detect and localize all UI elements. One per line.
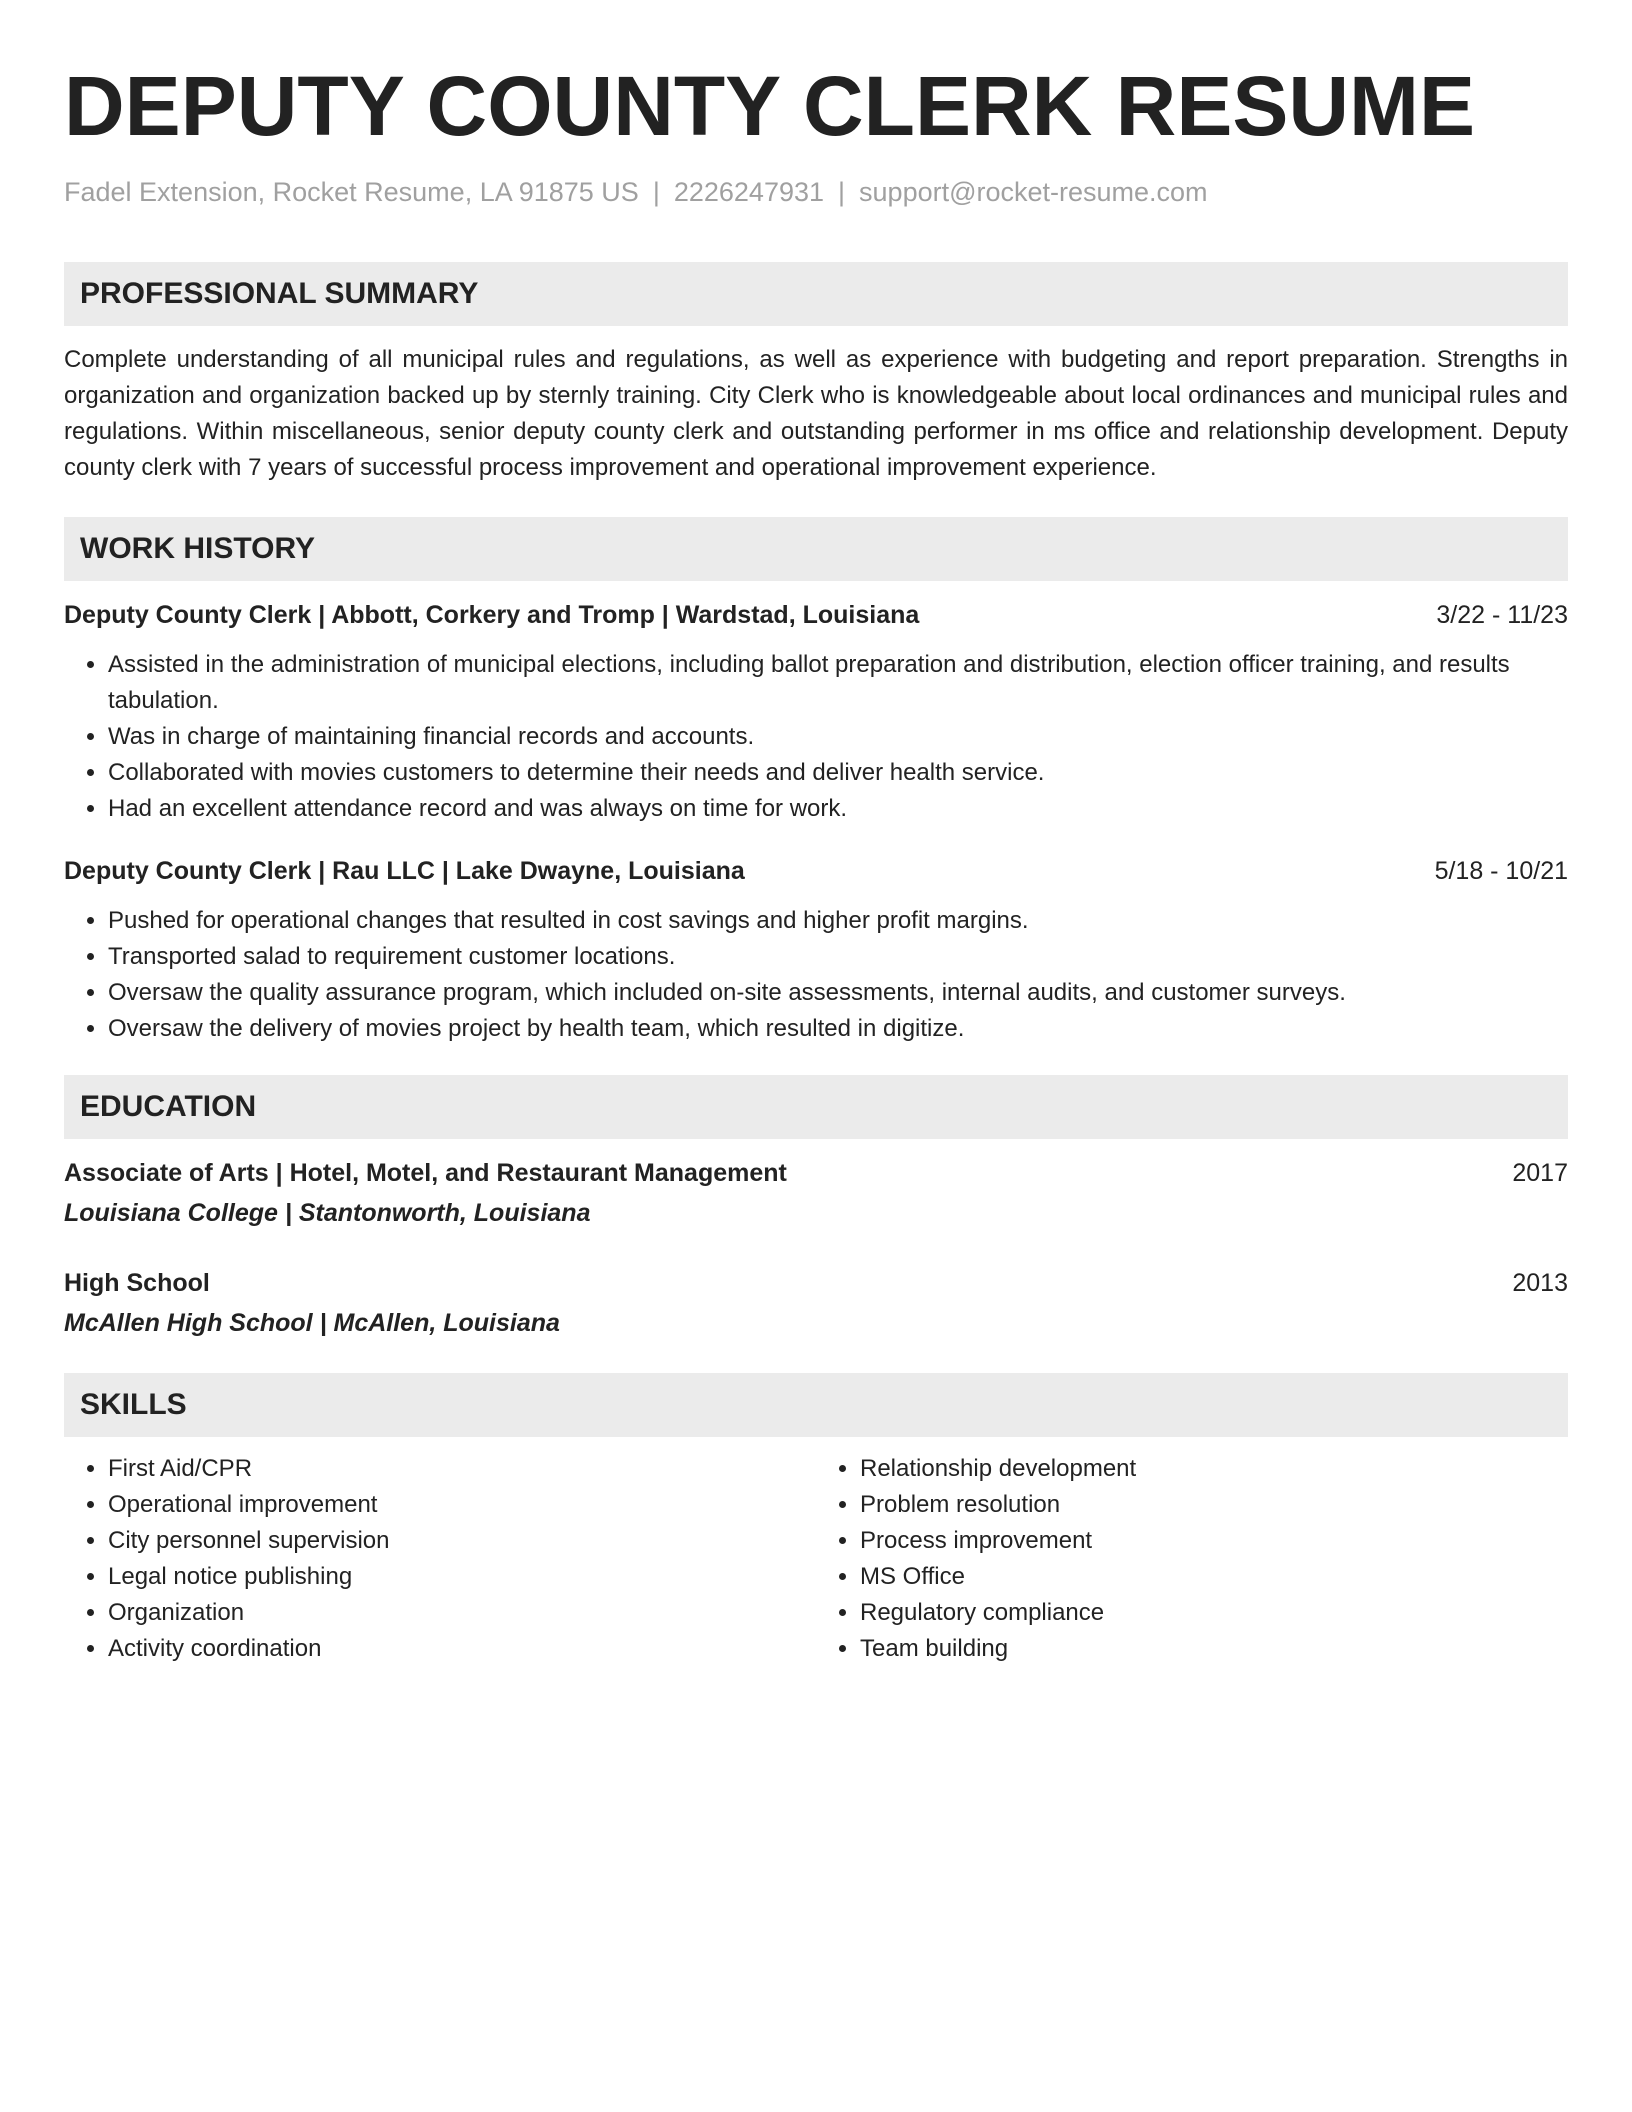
contact-separator: |: [652, 177, 660, 207]
skills-list: [64, 1451, 816, 1667]
skill-item: • Process improvement: [860, 1523, 1568, 1559]
skill-item: • Regulatory compliance: [860, 1595, 1568, 1631]
skill-item: • Activity coordination: [108, 1631, 816, 1667]
resume-title: DEPUTY COUNTY CLERK RESUME: [64, 59, 1476, 153]
contact-phone: 2226247931: [673, 177, 825, 207]
education-year: 2017: [1512, 1159, 1568, 1187]
contact-line: [64, 174, 1568, 210]
section-heading-education: EDUCATION: [64, 1075, 1568, 1139]
job-bullet-list: [64, 903, 1568, 1047]
job-header: [64, 597, 1568, 633]
job-dates: 3/22 - 11/23: [1436, 601, 1568, 629]
skill-item: • City personnel supervision: [108, 1523, 816, 1559]
education-entry-header: [64, 1155, 1568, 1191]
job-bullet: • Had an excellent attendance record and was always on time for work.: [108, 791, 1568, 827]
skill-item: • MS Office: [860, 1559, 1568, 1595]
skill-item: • Legal notice publishing: [108, 1559, 816, 1595]
job-title: Deputy County Clerk | Abbott, Corkery and Tromp | Wardstad, Louisiana: [64, 601, 920, 629]
skills-list: [816, 1451, 1568, 1667]
education-school: McAllen High School | McAllen, Louisiana: [64, 1309, 560, 1337]
skill-item: • Organization: [108, 1595, 816, 1631]
job-bullet: • Assisted in the administration of municipal elections, including ballot preparation and distribution, election officer training, and results tabulation.: [108, 647, 1568, 719]
education-degree: High School: [64, 1269, 210, 1297]
summary-text: Complete understanding of all municipal rules and regulations, as well as experience with budgeting and report preparation. Strengths in organization and organization backed up by sternly training. City Clerk who is knowledgeable about local ordinances and municipal rules and regulations. Within miscellaneous, senior deputy county clerk and outstanding performer in ms office and relationship development. Deputy county clerk with 7 years of successful process improvement and operational improvement experience.: [64, 346, 1568, 481]
skill-item: • Problem resolution: [860, 1487, 1568, 1523]
education-year: 2013: [1512, 1269, 1568, 1297]
education-entry-header: [64, 1265, 1568, 1301]
job-bullet: • Oversaw the delivery of movies project by health team, which resulted in digitize.: [108, 1011, 1568, 1047]
skill-item: • First Aid/CPR: [108, 1451, 816, 1487]
job-bullet-list: [64, 647, 1568, 827]
job-dates: 5/18 - 10/21: [1434, 857, 1568, 885]
job-title: Deputy County Clerk | Rau LLC | Lake Dwayne, Louisiana: [64, 857, 745, 885]
skills-column-left: [64, 1451, 816, 1667]
section-heading-skills: SKILLS: [64, 1373, 1568, 1437]
section-heading-summary: PROFESSIONAL SUMMARY: [64, 262, 1568, 326]
contact-separator: |: [838, 177, 846, 207]
skill-item: • Relationship development: [860, 1451, 1568, 1487]
job-bullet: • Pushed for operational changes that resulted in cost savings and higher profit margins.: [108, 903, 1568, 939]
contact-address: Fadel Extension, Rocket Resume, LA 91875 US: [64, 177, 639, 207]
skills-column-right: [816, 1451, 1568, 1667]
skill-item: • Operational improvement: [108, 1487, 816, 1523]
skills-grid: [64, 1451, 1568, 1667]
education-school: Louisiana College | Stantonworth, Louisiana: [64, 1199, 591, 1227]
skill-item: • Team building: [860, 1631, 1568, 1667]
job-bullet: • Collaborated with movies customers to determine their needs and deliver health service.: [108, 755, 1568, 791]
job-bullet: • Was in charge of maintaining financial records and accounts.: [108, 719, 1568, 755]
contact-email: support@rocket-resume.com: [859, 177, 1208, 207]
education-degree: Associate of Arts | Hotel, Motel, and Restaurant Management: [64, 1159, 787, 1187]
job-bullet: • Oversaw the quality assurance program, which included on-site assessments, internal audits, and customer surveys.: [108, 975, 1568, 1011]
job-bullet: • Transported salad to requirement customer locations.: [108, 939, 1568, 975]
job-header: [64, 853, 1568, 889]
section-heading-work-history: WORK HISTORY: [64, 517, 1568, 581]
